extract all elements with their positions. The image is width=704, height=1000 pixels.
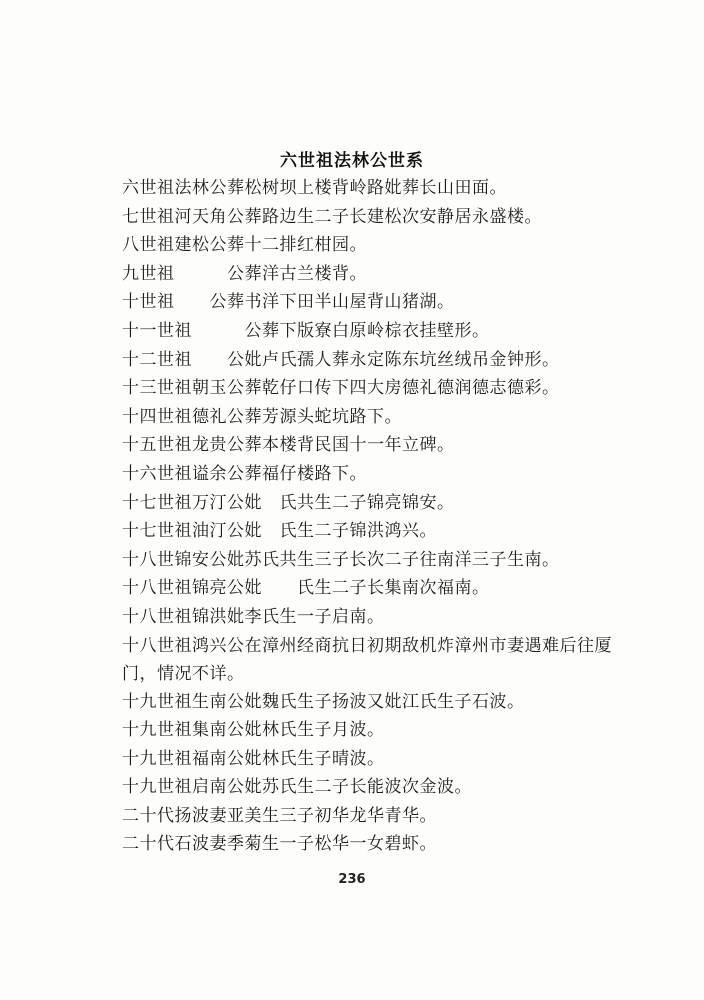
page-title: 六世祖法林公世系 [280, 151, 424, 171]
genealogy-text [122, 174, 642, 859]
text-line: 十二世祖 公妣卢氏孺人葬永定陈东坑丝绒吊金钟形。 [122, 349, 560, 370]
text-line: 七世祖河天角公葬路边生二子长建松次安静居永盛楼。 [122, 206, 542, 227]
text-line: 十三世祖朝玉公葬乾仔口传下四大房德礼德润德志德彩。 [122, 378, 560, 399]
text-line: 十五世祖龙贵公葬本楼背民国十一年立碑。 [122, 435, 455, 456]
text-line: 九世祖 公葬洋古兰楼背。 [122, 263, 367, 284]
text-line: 十六世祖谥余公葬福仔楼路下。 [122, 463, 367, 484]
text-line: 二十代石波妻季菊生一子松华一女碧虾。 [122, 834, 437, 855]
text-line: 十一世祖 公葬下版寮白原岭棕衣挂壁形。 [122, 320, 490, 341]
text-line: 十九世祖福南公妣林氏生子晴波。 [122, 748, 385, 769]
text-line: 十九世祖生南公妣魏氏生子扬波又妣江氏生子石波。 [122, 691, 525, 712]
text-line: 六世祖法林公葬松树坝上楼背岭路妣葬长山田面。 [122, 178, 507, 198]
text-line: 十九世祖启南公妣苏氏生二子长能波次金波。 [122, 777, 472, 798]
text-line: 十八世祖锦洪妣李氏生一子启南。 [122, 606, 385, 627]
text-line: 十七世祖油汀公妣 氏生二子锦洪鸿兴。 [122, 521, 437, 542]
text-line: 十八世锦安公妣苏氏共生三子长次二子往南洋三子生南。 [122, 549, 560, 570]
text-line-wrapped: 十八世祖鸿兴公在漳州经商抗日初期敌机炸漳州市妻遇难后往厦门，情况不详。 [122, 635, 612, 684]
text-line: 十七世祖万汀公妣 氏共生二子锦亮锦安。 [122, 492, 455, 513]
text-line: 十世祖 公葬书洋下田半山屋背山猪湖。 [122, 292, 455, 313]
page-number: 236 [338, 872, 366, 887]
text-line: 十八世祖锦亮公妣 氏生二子长集南次福南。 [122, 578, 490, 599]
text-line: 八世祖建松公葬十二排红柑园。 [122, 235, 367, 256]
text-line: 十四世祖德礼公葬芳源头蛇坑路下。 [122, 406, 402, 427]
text-line: 二十代扬波妻亚美生三子初华龙华青华。 [122, 805, 437, 826]
text-line: 十九世祖集南公妣林氏生子月波。 [122, 720, 385, 741]
